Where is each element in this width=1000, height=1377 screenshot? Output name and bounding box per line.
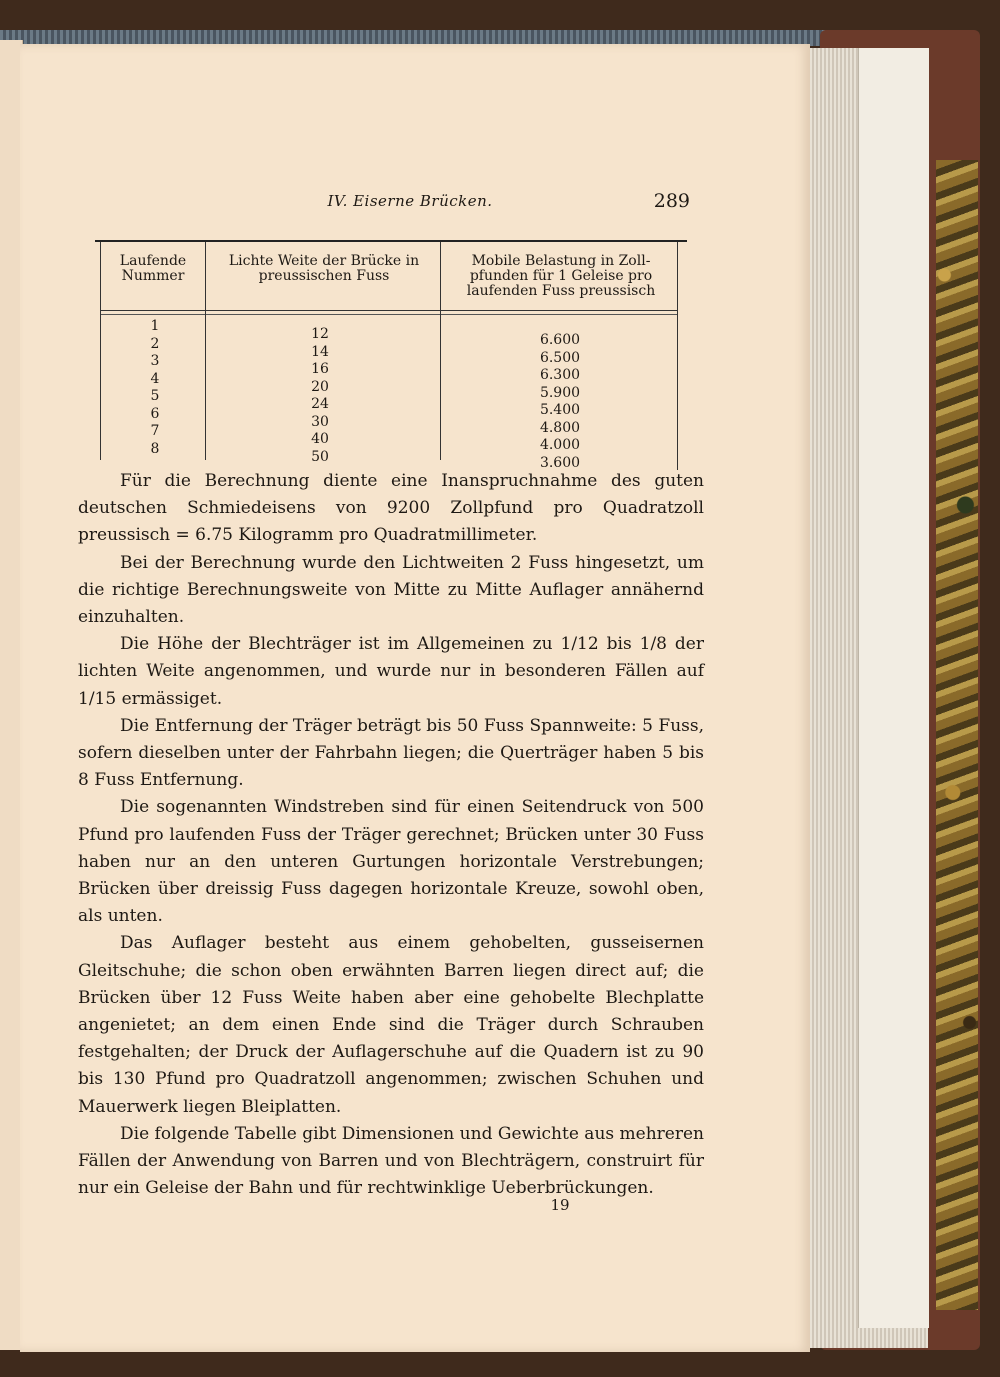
table-cell: 5: [150, 388, 160, 404]
table-top-rule: [95, 240, 687, 242]
paragraph: Für die Berechnung diente eine Inanspruchnahme des guten deutschen Schmiedeisens von 9200 Zollpfund pro Quadratzoll preussisch = 6.75 Kilogramm pro Quadratmillimeter.: [78, 471, 704, 546]
paragraph-text: der lichten Weite angenommen, und wurde nur in besonderen Fällen auf: [78, 634, 704, 682]
table-header-rule-2: [100, 314, 677, 315]
table-header-load: Mobile Belastung in Zoll-pfunden für 1 Geleise pro laufenden Fuss preussisch: [466, 253, 656, 299]
fraction: 1/12: [560, 634, 599, 655]
running-head: IV. Eiserne Brücken.: [327, 192, 493, 210]
table-cell: 8: [150, 440, 160, 457]
table-cell: 4: [150, 370, 160, 387]
table-col-divider-1: [205, 242, 206, 460]
table-header-number: Laufende Nummer: [119, 253, 187, 284]
table-col-divider-2: [440, 242, 441, 460]
table-cell: 4.000: [539, 437, 581, 453]
paragraph: Die sogenannten Windstreben sind für einen Seitendruck von 500 Pfund pro laufenden Fuss der Träger gerechnet; Brücken unter 30 Fuss haben nur an den unteren Gurtungen horizontale Verstrebungen; Brücken über dreissig Fuss dagegen horizontale Kreuze, sowohl oben, als unten.: [78, 797, 704, 927]
fraction: 1/15: [78, 688, 117, 709]
table-cell: 2: [150, 335, 160, 352]
table-header-rule: [100, 310, 677, 311]
table-right-border: [677, 242, 678, 470]
signature-mark: 19: [550, 1196, 570, 1214]
table-col-number: [135, 318, 175, 458]
paragraph-text: bis: [606, 634, 632, 655]
paragraph: [78, 631, 704, 713]
table-cell: 5.400: [539, 402, 581, 418]
table-cell: 7: [150, 423, 160, 439]
table-cell: 30: [311, 413, 329, 430]
marbled-endpaper: [936, 160, 978, 1310]
book-page: [20, 44, 810, 1352]
paragraph: Die folgende Tabelle gibt Dimensionen und Gewichte aus mehreren Fällen der Anwendung von Barren und von Blechträgern, construirt für nur ein Geleise der Bahn und für rechtwinklige Ueberbrückungen.: [78, 1123, 704, 1199]
table-cell: 5.900: [539, 384, 581, 401]
paragraph-text: ermässiget.: [121, 688, 223, 709]
table-cell: 1: [150, 318, 160, 334]
fraction: 1/8: [639, 634, 667, 655]
body-text: [78, 468, 704, 1202]
table-cell: 40: [311, 431, 329, 447]
table-cell: 6.300: [539, 367, 581, 383]
table-cell: 3.600: [539, 454, 581, 471]
table-cell: 12: [311, 326, 329, 342]
table-cell: 6: [150, 405, 160, 422]
table-cell: 50: [311, 448, 329, 465]
paragraph: Die Entfernung der Träger beträgt bis 50 Fuss Spannweite: 5 Fuss, sofern dieselben unter der Fahrbahn liegen; die Querträger haben 5 bis 8 Fuss Entfernung.: [78, 715, 704, 791]
paragraph: Das Auflager besteht aus einem gehobelten, gusseisernen Gleitschuhe; die schon oben erwähnten Barren liegen direct auf; die Brücken über 12 Fuss Weite haben aber eine gehobelte Blechplatte angenietet; an dem einen Ende sind die Träger durch Schrauben festgehalten; der Druck der Auflagerschuhe auf die Quadern ist zu 90 bis 130 Pfund pro Quadratzoll angenommen; zwischen Schuhen und Mauerwerk liegen Bleiplatten.: [78, 933, 704, 1117]
table-cell: 4.800: [539, 419, 581, 436]
table-col-load: [530, 332, 590, 472]
table-left-border: [100, 242, 101, 460]
paragraph: Bei der Berechnung wurde den Lichtweiten 2 Fuss hingesetzt, um die richtige Berechnungsweite von Mitte zu Mitte Auflager annähernd einzuhalten.: [78, 552, 704, 628]
table-col-span: [300, 326, 340, 466]
paragraph-text: Die Höhe der Blechträger ist im Allgemeinen zu: [120, 634, 553, 655]
table-cell: 24: [311, 396, 329, 412]
table-cell: 6.600: [539, 332, 581, 348]
table-cell: 14: [311, 343, 329, 360]
table-cell: 3: [150, 353, 160, 369]
table-header-span: Lichte Weite der Brücke in preussischen Fuss: [228, 253, 420, 284]
table-cell: 16: [311, 361, 329, 377]
page-number: 289: [653, 190, 690, 212]
load-table: [95, 240, 687, 471]
table-cell: 6.500: [539, 349, 581, 366]
table-cell: 20: [311, 378, 329, 395]
